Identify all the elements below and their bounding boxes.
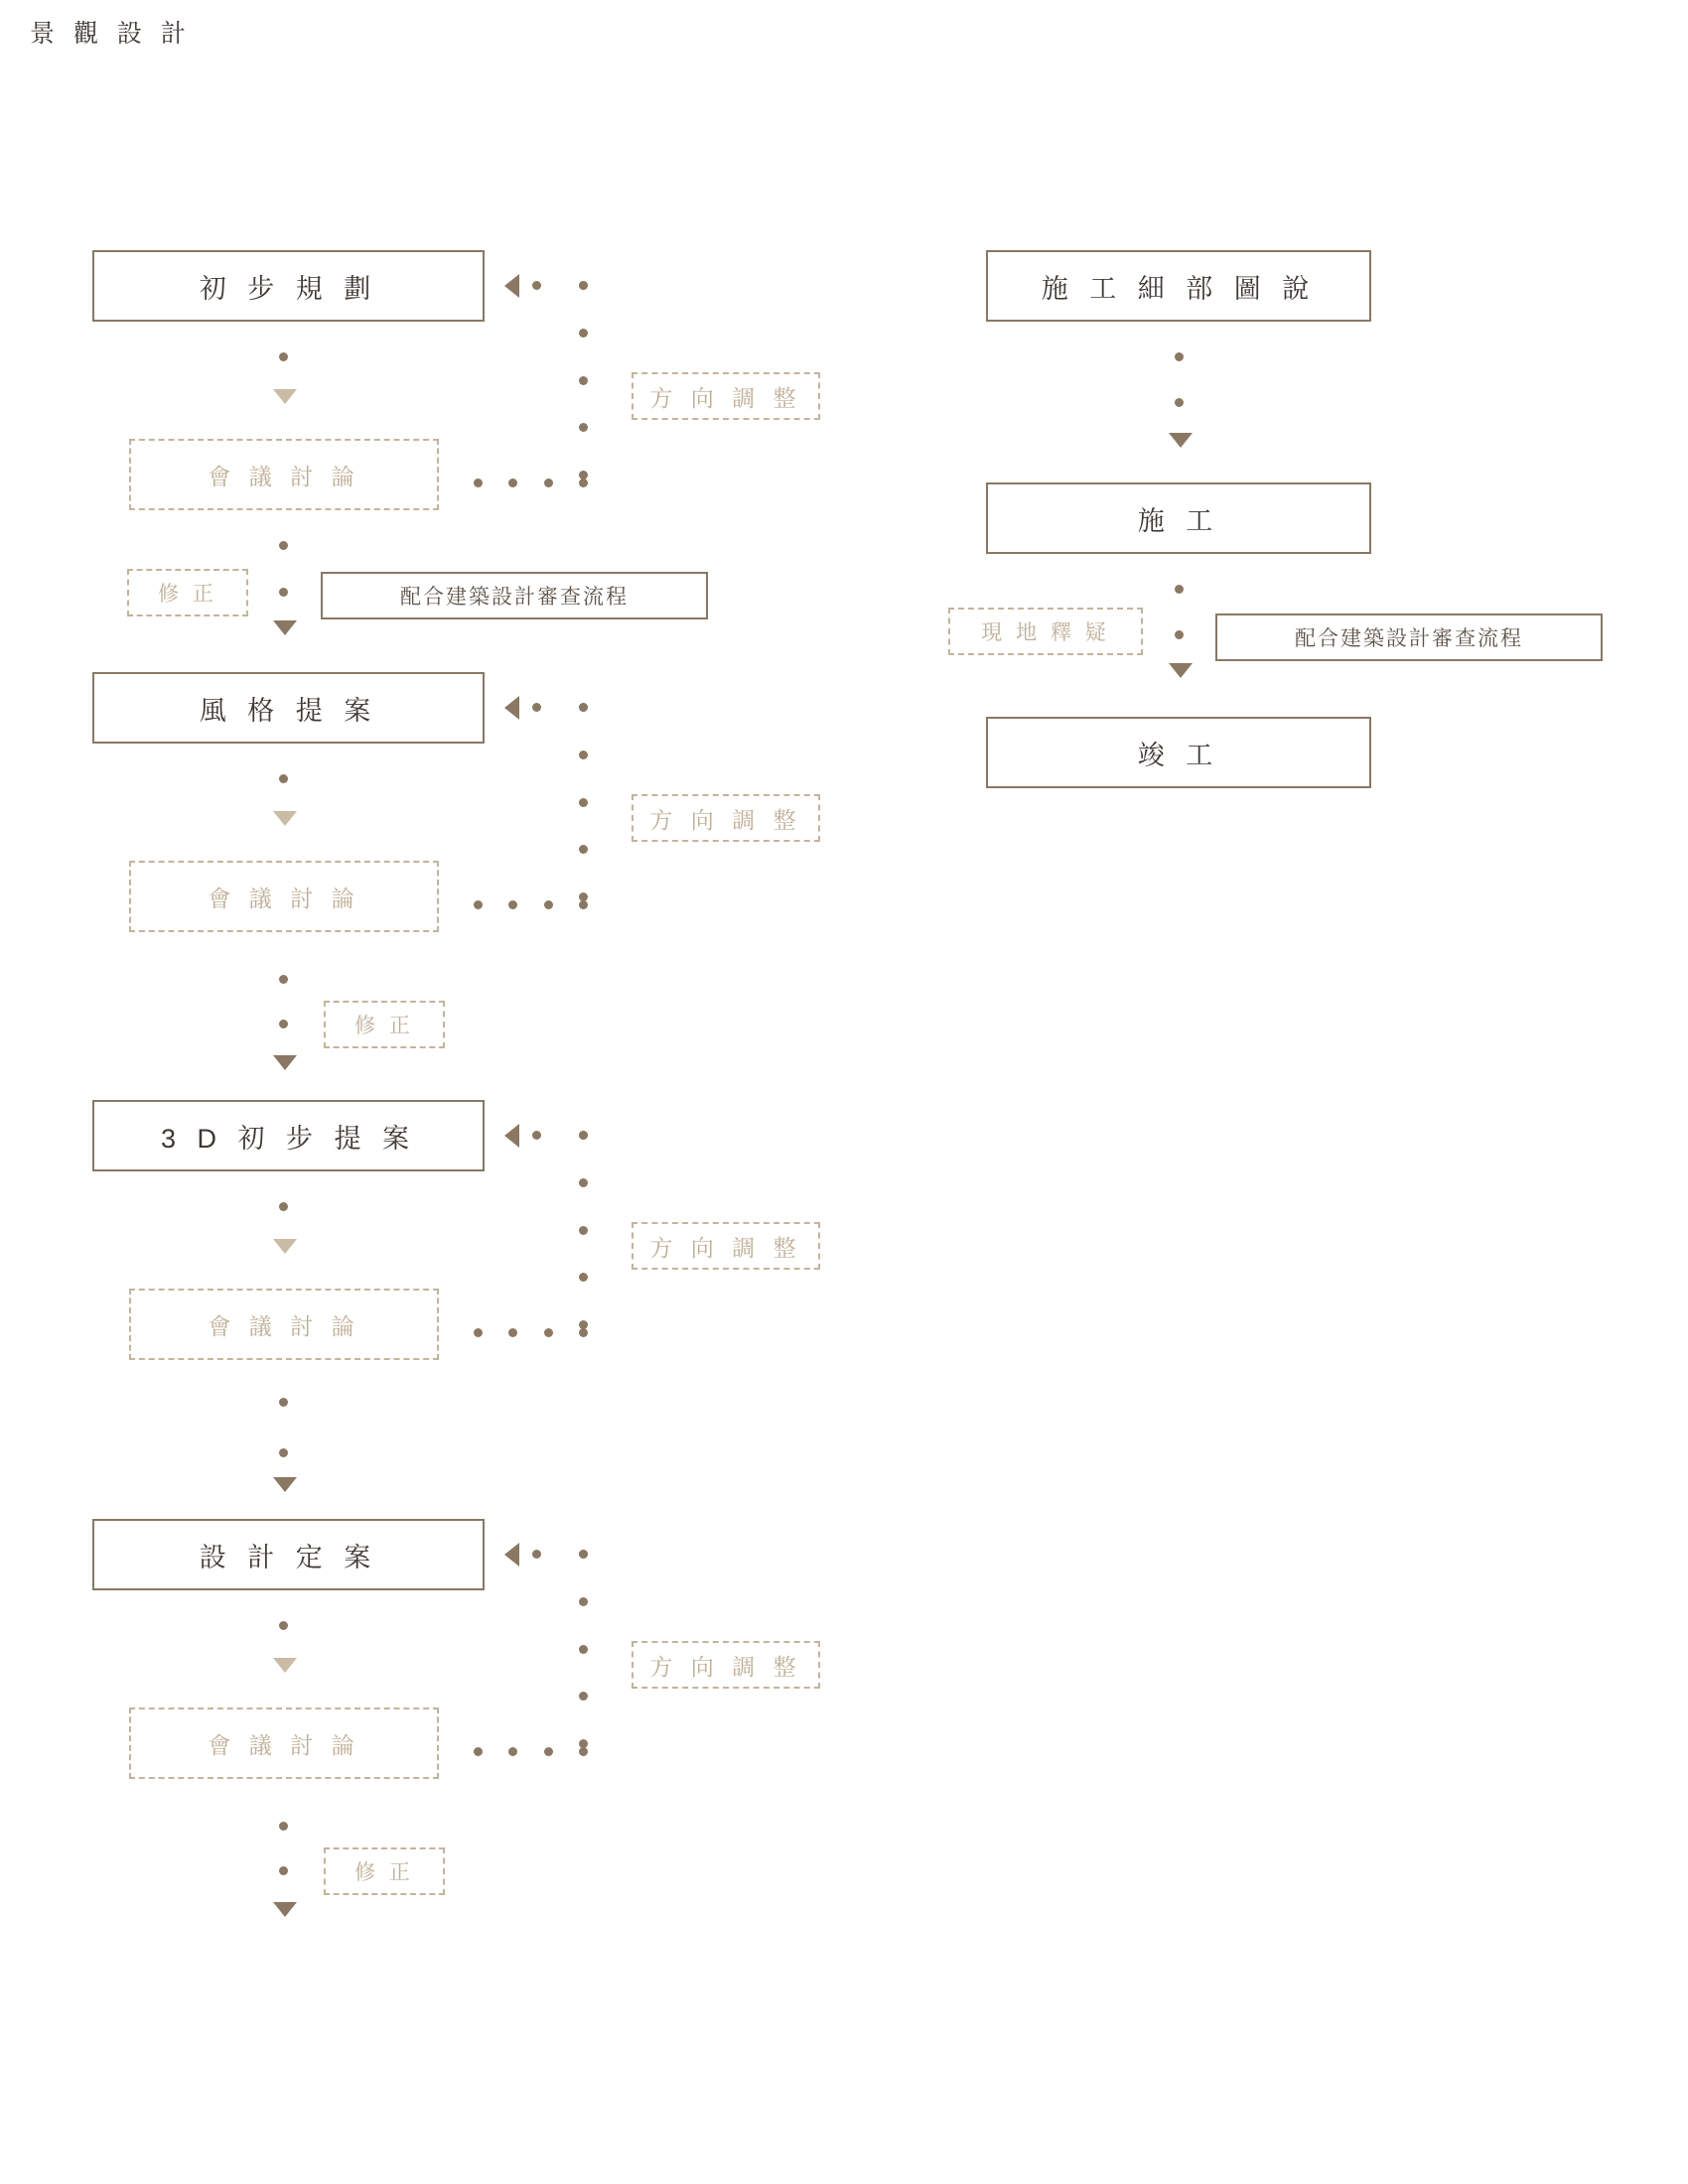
connector-arrow-3 (273, 811, 297, 826)
onsite-clarify-box[interactable]: 現 地 釋 疑 (948, 608, 1143, 655)
connector-dots-r2 (1175, 585, 1184, 639)
feedback-arrow-icon-1 (504, 274, 519, 298)
meeting-discussion-box-3[interactable]: 會 議 討 論 (129, 1289, 439, 1360)
connector-arrow-r2 (1169, 663, 1193, 678)
dot (544, 900, 553, 909)
dot (474, 478, 483, 487)
dot (579, 703, 588, 712)
dot (508, 1747, 517, 1756)
dot (579, 1645, 588, 1654)
dot (279, 1448, 288, 1457)
meeting-feedback-dots-1 (474, 478, 588, 487)
dot (1175, 630, 1184, 639)
connector-dots-3 (279, 774, 288, 783)
connector-arrow-4 (273, 1055, 297, 1070)
dot (579, 1328, 588, 1337)
dot (532, 1550, 541, 1559)
meeting-feedback-dots-4 (474, 1747, 588, 1756)
dot (579, 1550, 588, 1559)
review-process-box-2[interactable]: 配合建築設計審查流程 (1215, 614, 1603, 661)
dot (579, 376, 588, 385)
connector-dot-2b (279, 588, 288, 597)
connector-arrow-6 (273, 1477, 297, 1492)
connector-arrow-8 (273, 1902, 297, 1917)
connector-arrow-r1 (1169, 433, 1193, 448)
dot (474, 900, 483, 909)
feedback-arrow-icon-2 (504, 696, 519, 720)
dot (579, 900, 588, 909)
dot (279, 352, 288, 361)
dot (532, 281, 541, 290)
dot (532, 1131, 541, 1140)
dot (579, 1747, 588, 1756)
dot (1175, 398, 1184, 407)
dot (544, 1747, 553, 1756)
feedback-dots-v-2 (579, 703, 588, 901)
connector-dots-6 (279, 1398, 288, 1457)
dot (279, 1822, 288, 1831)
dot (279, 975, 288, 984)
connector-dots-5 (279, 1202, 288, 1211)
connector-dot-4b (279, 1020, 288, 1028)
stage-box-design-final[interactable]: 設 計 定 案 (92, 1519, 485, 1590)
dot (532, 703, 541, 712)
connector-dots-7 (279, 1621, 288, 1630)
connector-dot-8b (279, 1866, 288, 1875)
dot (579, 1226, 588, 1235)
dot (474, 1328, 483, 1337)
dot (579, 281, 588, 290)
dot (508, 478, 517, 487)
dot (544, 478, 553, 487)
meeting-discussion-box-1[interactable]: 會 議 討 論 (129, 439, 439, 510)
dot (279, 1398, 288, 1407)
dot (579, 329, 588, 338)
dot (544, 1328, 553, 1337)
review-process-box-1[interactable]: 配合建築設計審查流程 (321, 572, 708, 619)
feedback-dots-v-3 (579, 1131, 588, 1329)
dot (579, 751, 588, 759)
connector-dots-r1 (1175, 352, 1184, 407)
stage-box-preliminary-planning[interactable]: 初 步 規 劃 (92, 250, 485, 322)
revision-box-3[interactable]: 修 正 (324, 1847, 445, 1895)
connector-dots-2 (279, 541, 288, 550)
stage-box-completion[interactable]: 竣 工 (986, 717, 1371, 788)
meeting-discussion-box-4[interactable]: 會 議 討 論 (129, 1707, 439, 1779)
dot (279, 1621, 288, 1630)
connector-arrow-1 (273, 389, 297, 404)
dot (508, 900, 517, 909)
dot (279, 774, 288, 783)
stage-box-3d-proposal[interactable]: 3 D 初 步 提 案 (92, 1100, 485, 1171)
revision-box-2[interactable]: 修 正 (324, 1001, 445, 1048)
dot (579, 1273, 588, 1282)
dot (279, 541, 288, 550)
dot (279, 1202, 288, 1211)
dot (1175, 585, 1184, 594)
meeting-feedback-dots-2 (474, 900, 588, 909)
direction-adjust-box-2[interactable]: 方 向 調 整 (632, 794, 820, 842)
dot (579, 423, 588, 432)
direction-adjust-box-1[interactable]: 方 向 調 整 (632, 372, 820, 420)
dot (579, 1178, 588, 1187)
stage-box-construction-drawings[interactable]: 施 工 細 部 圖 說 (986, 250, 1371, 322)
meeting-discussion-box-2[interactable]: 會 議 討 論 (129, 861, 439, 932)
dot (474, 1747, 483, 1756)
connector-arrow-2 (273, 620, 297, 635)
feedback-dots-v-4 (579, 1550, 588, 1748)
connector-arrow-7 (273, 1658, 297, 1673)
meeting-feedback-dots-3 (474, 1328, 588, 1337)
revision-box-1[interactable]: 修 正 (127, 569, 248, 616)
feedback-arrow-icon-4 (504, 1543, 519, 1567)
dot (579, 798, 588, 807)
direction-adjust-box-3[interactable]: 方 向 調 整 (632, 1222, 820, 1270)
dot (579, 845, 588, 854)
dot (1175, 352, 1184, 361)
feedback-arrow-icon-3 (504, 1124, 519, 1148)
dot (579, 1597, 588, 1606)
dot (579, 478, 588, 487)
connector-dots-1 (279, 352, 288, 361)
connector-dots-8 (279, 1822, 288, 1831)
dot (508, 1328, 517, 1337)
direction-adjust-box-4[interactable]: 方 向 調 整 (632, 1641, 820, 1689)
dot (579, 1131, 588, 1140)
connector-dots-4 (279, 975, 288, 984)
dot (579, 1692, 588, 1701)
stage-box-construction[interactable]: 施 工 (986, 482, 1371, 554)
stage-box-style-proposal[interactable]: 風 格 提 案 (92, 672, 485, 744)
connector-arrow-5 (273, 1239, 297, 1254)
feedback-dots-v-1 (579, 281, 588, 479)
page-title: 景 觀 設 計 (30, 20, 192, 48)
